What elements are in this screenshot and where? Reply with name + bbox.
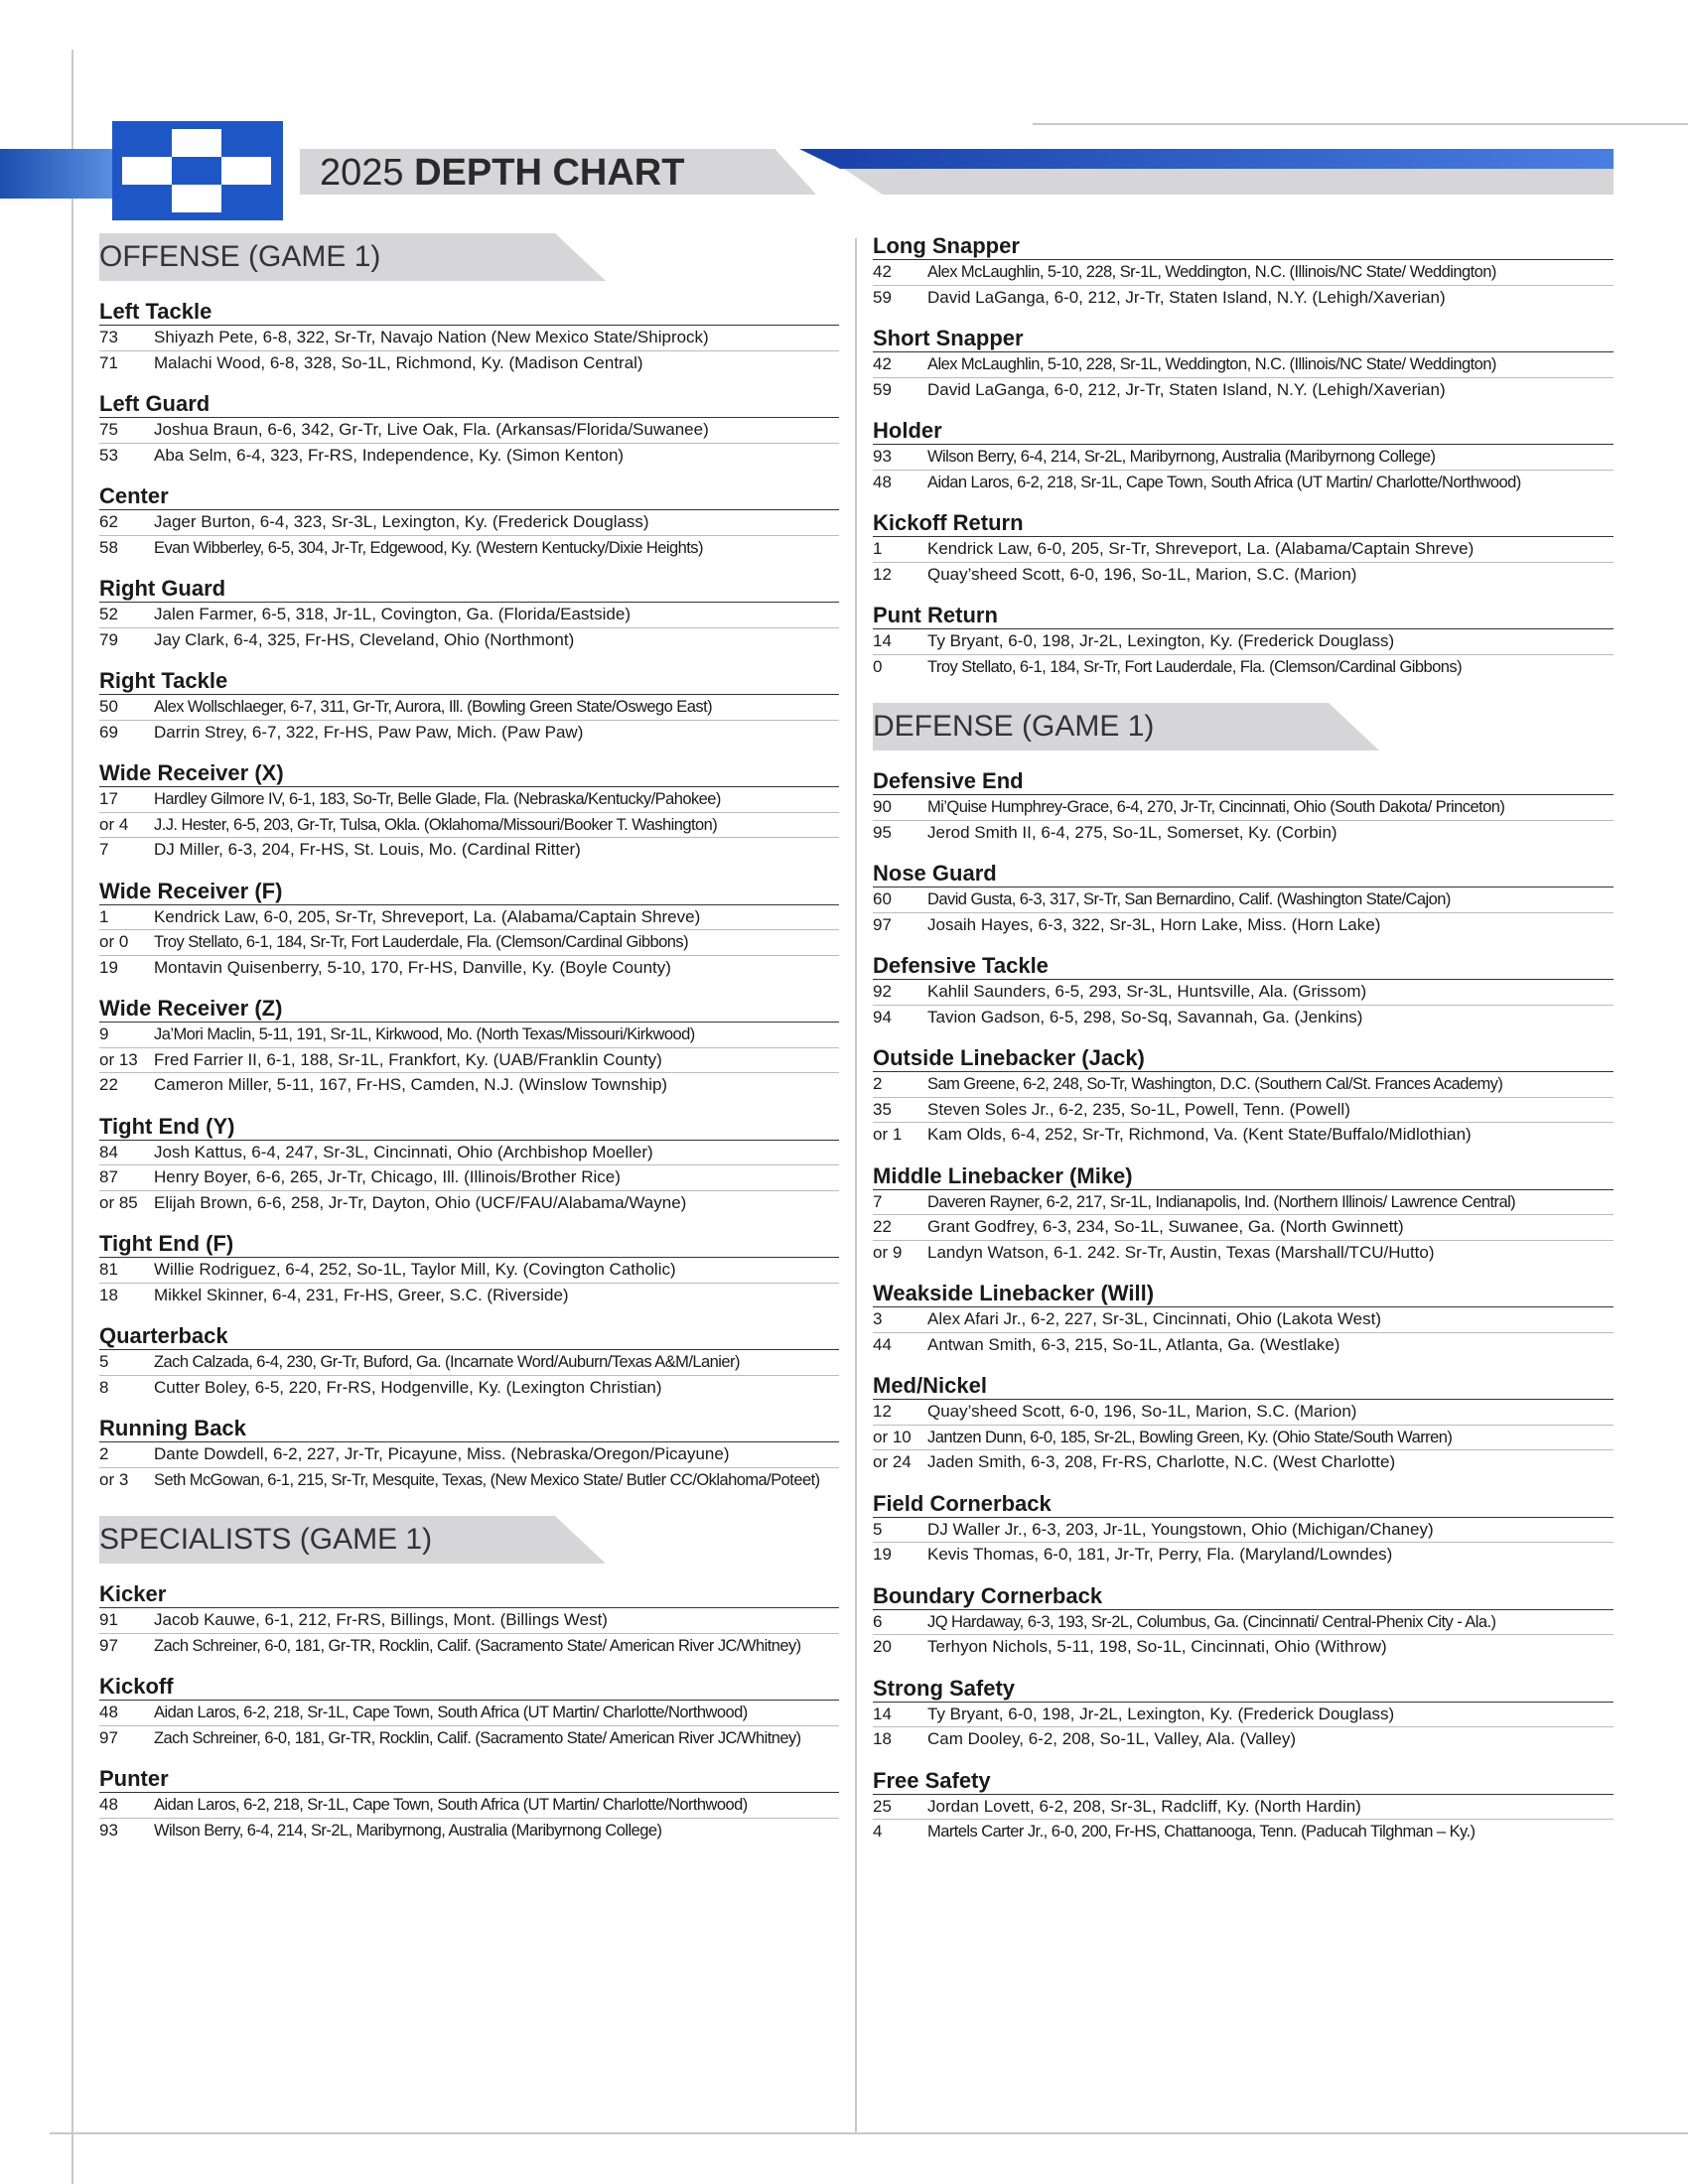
player-row <box>873 629 1614 655</box>
player-row <box>99 1048 839 1074</box>
player-info: Quay’sheed Scott, 6-0, 196, So-1L, Marion, S.C. (Marion) <box>927 564 1357 584</box>
right-column <box>873 233 1614 1844</box>
jersey-number: 81 <box>99 1260 118 1279</box>
jersey-number: 75 <box>99 420 118 439</box>
page-header <box>0 114 1688 208</box>
jersey-number: or 0 <box>99 932 129 951</box>
bottom-rule <box>50 2132 1688 2134</box>
player-row <box>873 1727 1614 1752</box>
position-punt-return <box>873 603 1614 679</box>
position-right-guard <box>99 576 839 652</box>
position-name: Center <box>99 483 839 510</box>
header-blue-stripe-left <box>0 149 114 199</box>
player-info: Willie Rodriguez, 6-4, 252, So-1L, Taylor Mill, Ky. (Covington Catholic) <box>154 1260 676 1279</box>
player-info: Kendrick Law, 6-0, 205, Sr-Tr, Shreveport, La. (Alabama/Captain Shreve) <box>154 906 701 926</box>
jersey-number: or 10 <box>873 1427 912 1446</box>
player-info: Jaden Smith, 6-3, 208, Fr-RS, Charlotte, N.C. (West Charlotte) <box>927 1452 1396 1471</box>
position-name: Holder <box>873 418 1614 445</box>
jersey-number: 69 <box>99 722 118 742</box>
jersey-number: 7 <box>99 840 109 859</box>
player-info: Joshua Braun, 6-6, 342, Gr-Tr, Live Oak, Fla. (Arkansas/Florida/Suwanee) <box>154 420 709 439</box>
jersey-number: 20 <box>873 1637 892 1656</box>
player-row <box>99 1634 839 1659</box>
player-row <box>99 1284 839 1308</box>
player-row <box>99 1701 839 1726</box>
player-row <box>873 1703 1614 1728</box>
player-info: JQ Hardaway, 6-3, 193, Sr-2L, Columbus, Ga. (Cincinnati/ Central-Phenix City - Ala.) <box>927 1612 1496 1631</box>
player-info: Cameron Miller, 5-11, 167, Fr-HS, Camden, N.J. (Winslow Township) <box>154 1075 668 1094</box>
player-row <box>99 1442 839 1468</box>
player-row <box>873 563 1614 588</box>
player-info: Kendrick Law, 6-0, 205, Sr-Tr, Shreveport, La. (Alabama/Captain Shreve) <box>927 539 1475 558</box>
position-name: Long Snapper <box>873 233 1614 260</box>
position-free-safety <box>873 1768 1614 1844</box>
player-row <box>99 721 839 746</box>
player-row <box>99 628 839 653</box>
jersey-number: 95 <box>873 822 892 842</box>
player-row <box>99 418 839 444</box>
jersey-number: 2 <box>99 1444 109 1463</box>
position-left-tackle <box>99 299 839 375</box>
jersey-number: 97 <box>99 1635 118 1655</box>
position-tight-end-y <box>99 1114 839 1216</box>
position-quarterback <box>99 1323 839 1400</box>
jersey-number: 5 <box>873 1519 883 1539</box>
player-info: Sam Greene, 6-2, 248, So-Tr, Washington, D.C. (Southern Cal/St. Frances Academy) <box>927 1075 1503 1093</box>
position-name: Wide Receiver (Z) <box>99 996 839 1023</box>
player-info: Zach Calzada, 6-4, 230, Gr-Tr, Buford, Ga. (Incarnate Word/Auburn/Texas A&M/Lanier) <box>154 1353 740 1371</box>
player-row <box>99 930 839 956</box>
position-name: Left Tackle <box>99 299 839 326</box>
position-punter <box>99 1766 839 1843</box>
player-info: Josh Kattus, 6-4, 247, Sr-3L, Cincinnati, Ohio (Archbishop Moeller) <box>154 1142 653 1161</box>
player-info: Ty Bryant, 6-0, 198, Jr-2L, Lexington, Ky. (Frederick Douglass) <box>927 631 1395 650</box>
player-row <box>873 537 1614 563</box>
player-info: Quay’sheed Scott, 6-0, 196, So-1L, Marion, S.C. (Marion) <box>927 1402 1357 1421</box>
position-outside-linebacker-jack <box>873 1045 1614 1148</box>
position-wide-receiver-z <box>99 996 839 1098</box>
player-info: Evan Wibberley, 6-5, 304, Jr-Tr, Edgewood, Ky. (Western Kentucky/Dixie Heights) <box>154 538 703 557</box>
jersey-number: or 9 <box>873 1242 903 1262</box>
jersey-number: 94 <box>873 1007 892 1026</box>
position-name: Boundary Cornerback <box>873 1583 1614 1610</box>
player-row <box>873 1098 1614 1124</box>
position-running-back <box>99 1416 839 1492</box>
jersey-number: 59 <box>873 379 892 399</box>
player-info: Alex McLaughlin, 5-10, 228, Sr-1L, Weddington, N.C. (Illinois/NC State/ Weddington) <box>927 263 1496 281</box>
position-name: Quarterback <box>99 1323 839 1350</box>
player-row <box>873 1518 1614 1544</box>
player-info: Aidan Laros, 6-2, 218, Sr-1L, Cape Town, South Africa (UT Martin/ Charlotte/Northwood) <box>154 1796 748 1814</box>
jersey-number: 35 <box>873 1099 892 1119</box>
player-info: Wilson Berry, 6-4, 214, Sr-2L, Maribyrnong, Australia (Maribyrnong College) <box>927 448 1436 466</box>
offense-section-header <box>99 233 839 281</box>
jersey-number: 73 <box>99 328 118 346</box>
player-info: Aba Selm, 6-4, 323, Fr-RS, Independence, Ky. (Simon Kenton) <box>154 445 625 465</box>
jersey-number: 8 <box>99 1377 109 1397</box>
player-row <box>873 1820 1614 1844</box>
jersey-number: 2 <box>873 1074 883 1093</box>
player-info: Jerod Smith II, 6-4, 275, So-1L, Somerset, Ky. (Corbin) <box>927 822 1337 842</box>
player-info: Ty Bryant, 6-0, 198, Jr-2L, Lexington, Ky. (Frederick Douglass) <box>927 1704 1395 1723</box>
position-name: Outside Linebacker (Jack) <box>873 1045 1614 1072</box>
jersey-number: 59 <box>873 287 892 307</box>
jersey-number: 44 <box>873 1334 892 1354</box>
position-name: Kicker <box>99 1581 839 1608</box>
defense-game: (GAME 1) <box>1022 710 1155 743</box>
player-info: Martels Carter Jr., 6-0, 200, Fr-HS, Chattanooga, Tenn. (Paducah Tilghman – Ky.) <box>927 1823 1476 1841</box>
player-row <box>873 1072 1614 1098</box>
defense-title: DEFENSE <box>873 710 1014 743</box>
defense-section-header <box>873 703 1614 751</box>
jersey-number: 52 <box>99 605 118 623</box>
position-name: Tight End (F) <box>99 1231 839 1258</box>
player-row <box>99 444 839 469</box>
player-info: Montavin Quisenberry, 5-10, 170, Fr-HS, Danville, Ky. (Boyle County) <box>154 957 671 977</box>
player-info: Aidan Laros, 6-2, 218, Sr-1L, Cape Town, South Africa (UT Martin/ Charlotte/Northwood) <box>154 1704 748 1721</box>
player-row <box>873 1307 1614 1333</box>
offense-game: (GAME 1) <box>248 240 381 273</box>
position-kickoff-return <box>873 510 1614 587</box>
position-name: Defensive End <box>873 768 1614 795</box>
jersey-number: 97 <box>99 1727 118 1747</box>
player-info: David LaGanga, 6-0, 212, Jr-Tr, Staten Island, N.Y. (Lehigh/Xaverian) <box>927 379 1446 399</box>
player-row <box>873 887 1614 913</box>
position-name: Short Snapper <box>873 326 1614 352</box>
position-name: Wide Receiver (F) <box>99 879 839 905</box>
player-info: DJ Waller Jr., 6-3, 203, Jr-1L, Youngstown, Ohio (Michigan/Chaney) <box>927 1519 1434 1539</box>
player-info: DJ Miller, 6-3, 204, Fr-HS, St. Louis, Mo. (Cardinal Ritter) <box>154 840 581 859</box>
player-info: Jager Burton, 6-4, 323, Sr-3L, Lexington, Ky. (Frederick Douglass) <box>154 512 649 531</box>
jersey-number: 5 <box>99 1352 109 1371</box>
player-info: Steven Soles Jr., 6-2, 235, So-1L, Powell, Tenn. (Powell) <box>927 1099 1350 1119</box>
jersey-number: 14 <box>873 1704 892 1723</box>
position-kicker <box>99 1581 839 1658</box>
player-row <box>873 378 1614 403</box>
player-info: Jay Clark, 6-4, 325, Fr-HS, Cleveland, Ohio (Northmont) <box>154 629 575 649</box>
player-row <box>99 1350 839 1376</box>
player-row <box>873 1450 1614 1475</box>
player-info: Tavion Gadson, 6-5, 298, So-Sq, Savannah, Ga. (Jenkins) <box>927 1007 1363 1026</box>
specialists-section-header <box>99 1516 839 1564</box>
position-boundary-cornerback <box>873 1583 1614 1660</box>
player-info: Mi’Quise Humphrey-Grace, 6-4, 270, Jr-Tr, Cincinnati, Ohio (South Dakota/ Princeton) <box>927 798 1505 816</box>
player-info: Darrin Strey, 6-7, 322, Fr-HS, Paw Paw, Mich. (Paw Paw) <box>154 722 584 742</box>
jersey-number: 53 <box>99 445 118 465</box>
player-info: Malachi Wood, 6-8, 328, So-1L, Richmond, Ky. (Madison Central) <box>154 352 643 372</box>
player-row <box>99 1819 839 1843</box>
jersey-number: 19 <box>873 1545 892 1564</box>
jersey-number: 1 <box>873 539 883 558</box>
player-info: Hardley Gilmore IV, 6-1, 183, So-Tr, Belle Glade, Fla. (Nebraska/Kentucky/Pahokee) <box>154 790 721 808</box>
player-row <box>99 1023 839 1048</box>
player-row <box>873 1006 1614 1030</box>
jersey-number: 79 <box>99 629 118 649</box>
position-name: Tight End (Y) <box>99 1114 839 1141</box>
position-name: Defensive Tackle <box>873 953 1614 980</box>
player-row <box>873 1543 1614 1568</box>
player-row <box>873 1190 1614 1216</box>
position-wide-receiver-f <box>99 879 839 981</box>
player-row <box>99 1468 839 1493</box>
jersey-number: 92 <box>873 982 892 1001</box>
jersey-number: 62 <box>99 512 118 531</box>
jersey-number: 84 <box>99 1142 118 1161</box>
player-row <box>873 471 1614 495</box>
position-name: Free Safety <box>873 1768 1614 1795</box>
player-info: Kevis Thomas, 6-0, 181, Jr-Tr, Perry, Fla. (Maryland/Lowndes) <box>927 1545 1393 1564</box>
jersey-number: 18 <box>873 1729 892 1748</box>
defense-positions <box>873 768 1614 1844</box>
player-info: Alex Afari Jr., 6-2, 227, Sr-3L, Cincinnati, Ohio (Lakota West) <box>927 1309 1381 1328</box>
position-name: Field Cornerback <box>873 1491 1614 1518</box>
player-info: Jalen Farmer, 6-5, 318, Jr-1L, Covington, Ga. (Florida/Eastside) <box>154 605 631 623</box>
jersey-number: 6 <box>873 1611 883 1631</box>
player-row <box>873 1215 1614 1241</box>
position-left-guard <box>99 391 839 468</box>
jersey-number: 19 <box>99 957 118 977</box>
player-row <box>99 1376 839 1401</box>
page-title <box>320 150 684 196</box>
player-info: Alex McLaughlin, 5-10, 228, Sr-1L, Weddington, N.C. (Illinois/NC State/ Weddington) <box>927 355 1496 373</box>
jersey-number: 17 <box>99 789 118 808</box>
jersey-number: 58 <box>99 537 118 557</box>
player-row <box>873 980 1614 1006</box>
player-info: Jacob Kauwe, 6-1, 212, Fr-RS, Billings, Mont. (Billings West) <box>154 1610 608 1629</box>
position-wide-receiver-x <box>99 760 839 863</box>
player-row <box>99 905 839 931</box>
player-info: Aidan Laros, 6-2, 218, Sr-1L, Cape Town, South Africa (UT Martin/ Charlotte/Northwood) <box>927 473 1521 491</box>
specialists-positions-left <box>99 1581 839 1843</box>
offense-positions <box>99 299 839 1492</box>
player-row <box>873 1123 1614 1148</box>
jersey-number: or 1 <box>873 1125 903 1144</box>
player-row <box>873 821 1614 846</box>
jersey-number: 0 <box>873 656 883 676</box>
jersey-number: or 24 <box>873 1452 912 1471</box>
jersey-number: 50 <box>99 697 118 716</box>
player-row <box>99 695 839 721</box>
player-row <box>873 1333 1614 1358</box>
header-grey-stripe-right <box>844 169 1614 195</box>
position-tight-end-f <box>99 1231 839 1307</box>
position-name: Med/Nickel <box>873 1373 1614 1400</box>
position-center <box>99 483 839 560</box>
player-row <box>873 352 1614 378</box>
player-row <box>873 795 1614 821</box>
jersey-number: or 4 <box>99 814 129 834</box>
jersey-number: 42 <box>873 354 892 373</box>
player-info: Cam Dooley, 6-2, 208, So-1L, Valley, Ala. (Valley) <box>927 1729 1297 1748</box>
position-name: Nose Guard <box>873 861 1614 887</box>
player-row <box>873 1241 1614 1266</box>
position-defensive-end <box>873 768 1614 845</box>
title-text: DEPTH CHART <box>414 152 685 194</box>
player-row <box>873 1635 1614 1660</box>
player-row <box>99 351 839 376</box>
position-middle-linebacker-mike <box>873 1163 1614 1266</box>
position-name: Running Back <box>99 1416 839 1442</box>
checkerboard-logo-icon <box>112 121 283 220</box>
player-info: Mikkel Skinner, 6-4, 231, Fr-HS, Greer, S.C. (Riverside) <box>154 1285 569 1304</box>
position-name: Kickoff <box>99 1674 839 1701</box>
player-info: Cutter Boley, 6-5, 220, Fr-RS, Hodgenville, Ky. (Lexington Christian) <box>154 1377 662 1397</box>
player-info: Zach Schreiner, 6-0, 181, Gr-TR, Rocklin, Calif. (Sacramento State/ American River JC/Whitney) <box>154 1636 801 1655</box>
player-info: Ja’Mori Maclin, 5-11, 191, Sr-1L, Kirkwood, Mo. (North Texas/Missouri/Kirkwood) <box>154 1025 695 1043</box>
player-info: Daveren Rayner, 6-2, 217, Sr-1L, Indianapolis, Ind. (Northern Illinois/ Lawrence Central) <box>927 1192 1516 1211</box>
jersey-number: 87 <box>99 1167 118 1186</box>
jersey-number: 18 <box>99 1285 118 1304</box>
player-row <box>873 286 1614 311</box>
player-info: Elijah Brown, 6-6, 258, Jr-Tr, Dayton, Ohio (UCF/FAU/Alabama/Wayne) <box>154 1192 687 1212</box>
player-info: Troy Stellato, 6-1, 184, Sr-Tr, Fort Lauderdale, Fla. (Clemson/Cardinal Gibbons) <box>927 657 1463 676</box>
position-name: Punter <box>99 1766 839 1793</box>
player-row <box>873 655 1614 680</box>
player-row <box>99 603 839 628</box>
left-column <box>99 233 839 1843</box>
jersey-number: 14 <box>873 631 892 650</box>
player-row <box>873 1426 1614 1451</box>
player-row <box>873 913 1614 938</box>
player-row <box>99 1141 839 1166</box>
jersey-number: 7 <box>873 1191 883 1211</box>
player-info: Jordan Lovett, 6-2, 208, Sr-3L, Radcliff, Ky. (North Hardin) <box>927 1796 1361 1816</box>
player-row <box>99 956 839 981</box>
jersey-number: 12 <box>873 1402 892 1421</box>
jersey-number: 9 <box>99 1024 109 1043</box>
jersey-number: 4 <box>873 1822 883 1841</box>
position-name: Punt Return <box>873 603 1614 629</box>
jersey-number: 42 <box>873 262 892 281</box>
player-row <box>99 1258 839 1284</box>
position-name: Right Guard <box>99 576 839 603</box>
player-info: Kahlil Saunders, 6-5, 293, Sr-3L, Huntsville, Ala. (Grissom) <box>927 982 1367 1001</box>
jersey-number: 71 <box>99 352 118 372</box>
jersey-number: 48 <box>873 472 892 491</box>
jersey-number: 22 <box>873 1217 892 1236</box>
player-row <box>99 326 839 351</box>
position-name: Right Tackle <box>99 668 839 695</box>
position-weakside-linebacker-will <box>873 1281 1614 1357</box>
player-info: Fred Farrier II, 6-1, 188, Sr-1L, Frankfort, Ky. (UAB/Franklin County) <box>154 1049 662 1069</box>
player-info: Henry Boyer, 6-6, 265, Jr-Tr, Chicago, Ill. (Illinois/Brother Rice) <box>154 1167 621 1186</box>
jersey-number: 1 <box>99 906 109 926</box>
jersey-number: 3 <box>873 1309 883 1328</box>
player-info: Zach Schreiner, 6-0, 181, Gr-TR, Rocklin, Calif. (Sacramento State/ American River JC/Whitney) <box>154 1728 801 1747</box>
player-row <box>99 510 839 536</box>
jersey-number: 48 <box>99 1795 118 1814</box>
offense-title: OFFENSE <box>99 240 240 273</box>
player-info: Seth McGowan, 6-1, 215, Sr-Tr, Mesquite, Texas, (New Mexico State/ Butler CC/Oklahoma/Poteet) <box>154 1470 820 1489</box>
player-info: David LaGanga, 6-0, 212, Jr-Tr, Staten Island, N.Y. (Lehigh/Xaverian) <box>927 287 1446 307</box>
position-name: Kickoff Return <box>873 510 1614 537</box>
position-right-tackle <box>99 668 839 745</box>
position-kickoff <box>99 1674 839 1750</box>
specialists-game: (GAME 1) <box>299 1523 433 1556</box>
header-blue-stripe-right <box>799 149 1614 169</box>
player-row <box>99 838 839 863</box>
title-year: 2025 <box>320 152 404 194</box>
jersey-number: 97 <box>873 914 892 934</box>
position-name: Wide Receiver (X) <box>99 760 839 787</box>
jersey-number: 25 <box>873 1796 892 1816</box>
jersey-number: 90 <box>873 797 892 816</box>
player-info: Shiyazh Pete, 6-8, 322, Sr-Tr, Navajo Nation (New Mexico State/Shiprock) <box>154 328 709 346</box>
position-name: Left Guard <box>99 391 839 418</box>
player-row <box>99 536 839 561</box>
player-row <box>873 1795 1614 1821</box>
position-short-snapper <box>873 326 1614 402</box>
specialists-title: SPECIALISTS <box>99 1523 292 1556</box>
player-row <box>99 1793 839 1819</box>
jersey-number: 12 <box>873 564 892 584</box>
left-margin-rule <box>71 50 73 2184</box>
player-info: Dante Dowdell, 6-2, 227, Jr-Tr, Picayune, Miss. (Nebraska/Oregon/Picayune) <box>154 1444 730 1463</box>
player-row <box>873 1610 1614 1636</box>
jersey-number: 48 <box>99 1703 118 1721</box>
player-info: Antwan Smith, 6-3, 215, So-1L, Atlanta, Ga. (Westlake) <box>927 1334 1340 1354</box>
column-divider <box>855 238 857 2132</box>
jersey-number: or 85 <box>99 1192 138 1212</box>
position-strong-safety <box>873 1676 1614 1752</box>
position-name: Strong Safety <box>873 1676 1614 1703</box>
jersey-number: 60 <box>873 889 892 908</box>
player-row <box>99 1165 839 1191</box>
jersey-number: 93 <box>873 447 892 466</box>
jersey-number: 22 <box>99 1075 118 1094</box>
player-row <box>99 1726 839 1751</box>
player-row <box>873 260 1614 286</box>
player-info: David Gusta, 6-3, 317, Sr-Tr, San Bernardino, Calif. (Washington State/Cajon) <box>927 890 1451 908</box>
player-info: Wilson Berry, 6-4, 214, Sr-2L, Maribyrnong, Australia (Maribyrnong College) <box>154 1821 662 1840</box>
position-field-cornerback <box>873 1491 1614 1568</box>
player-info: Terhyon Nichols, 5-11, 198, So-1L, Cincinnati, Ohio (Withrow) <box>927 1637 1387 1656</box>
player-row <box>873 445 1614 471</box>
jersey-number: or 3 <box>99 1469 129 1489</box>
jersey-number: or 13 <box>99 1049 138 1069</box>
position-long-snapper <box>873 233 1614 310</box>
player-row <box>99 813 839 839</box>
position-name: Middle Linebacker (Mike) <box>873 1163 1614 1190</box>
player-row <box>99 787 839 813</box>
player-info: Josaih Hayes, 6-3, 322, Sr-3L, Horn Lake, Miss. (Horn Lake) <box>927 914 1381 934</box>
player-row <box>99 1073 839 1098</box>
jersey-number: 93 <box>99 1820 118 1840</box>
player-info: Landyn Watson, 6-1. 242. Sr-Tr, Austin, Texas (Marshall/TCU/Hutto) <box>927 1242 1435 1262</box>
player-row <box>99 1191 839 1216</box>
player-info: Troy Stellato, 6-1, 184, Sr-Tr, Fort Lauderdale, Fla. (Clemson/Cardinal Gibbons) <box>154 933 689 951</box>
player-info: Kam Olds, 6-4, 252, Sr-Tr, Richmond, Va. (Kent State/Buffalo/Midlothian) <box>927 1125 1472 1144</box>
position-nose-guard <box>873 861 1614 937</box>
position-med-nickel <box>873 1373 1614 1475</box>
player-info: Grant Godfrey, 6-3, 234, So-1L, Suwanee, Ga. (North Gwinnett) <box>927 1217 1404 1236</box>
player-row <box>99 1608 839 1634</box>
position-defensive-tackle <box>873 953 1614 1029</box>
player-row <box>873 1400 1614 1426</box>
player-info: J.J. Hester, 6-5, 203, Gr-Tr, Tulsa, Okla. (Oklahoma/Missouri/Booker T. Washington) <box>154 815 718 834</box>
player-info: Alex Wollschlaeger, 6-7, 311, Gr-Tr, Aurora, Ill. (Bowling Green State/Oswego East) <box>154 698 713 716</box>
player-info: Jantzen Dunn, 6-0, 185, Sr-2L, Bowling Green, Ky. (Ohio State/South Warren) <box>927 1428 1453 1446</box>
position-holder <box>873 418 1614 494</box>
specialists-positions-right <box>873 233 1614 679</box>
jersey-number: 91 <box>99 1610 118 1629</box>
position-name: Weakside Linebacker (Will) <box>873 1281 1614 1307</box>
